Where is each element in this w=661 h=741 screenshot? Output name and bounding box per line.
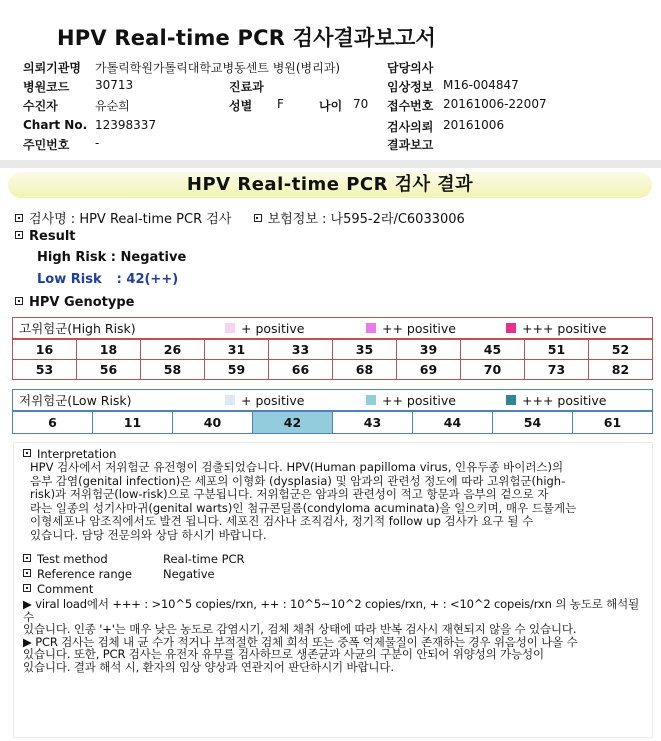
table-row (13, 412, 653, 434)
genotype-cell: 58 (141, 360, 205, 380)
test-name: 검사명 : HPV Real-time PCR 검사 (29, 212, 232, 227)
genotype-cell: 18 (77, 340, 141, 360)
text-line: 이형세포나 암조직에서도 발견 됩니다. 세포진 검사나 조직검사, 정기적 follow up 검사가 요구 될 수 (30, 514, 534, 528)
sex-value: F (277, 97, 284, 111)
swatch-icon (366, 323, 376, 333)
comment-line: ▶ PCR 검사는 검체 내 균 수가 적거나 부적절한 검체 희석 또는 중폭 억제물질이 존재하는 경우 위음성이 나올 수 (23, 634, 578, 649)
request-value: 20161006 (443, 118, 505, 132)
chart-label: Chart No. (23, 118, 88, 132)
age-label: 나이 (319, 99, 343, 113)
checkbox-icon (23, 584, 31, 592)
resident-value: - (95, 136, 100, 150)
comment-row (23, 582, 93, 596)
genotype-cell: 69 (397, 360, 461, 380)
sex-label: 성별 (229, 99, 253, 113)
comment-text (23, 598, 643, 673)
institution-value: 가톨릭학원가톨릭대학교병동센트 병원(병리과) (95, 61, 341, 75)
genotype-cell: 16 (13, 340, 77, 360)
low-risk-table (12, 411, 653, 434)
genotype-cell: 33 (269, 340, 333, 360)
test-info-row (15, 208, 465, 227)
legend-plus (225, 393, 366, 408)
genotype-cell: 39 (397, 340, 461, 360)
low-risk-label: Low Risk (37, 272, 102, 287)
comment-label: Comment (37, 582, 94, 596)
genotype-cell: 68 (333, 360, 397, 380)
comment-line: 있습니다. 인종 '+'는 매우 낮은 농도로 감염시기, 검체 채취 상태에 따라 반복 검사시 재현되지 않을 수 있습니다. (23, 622, 577, 636)
low-risk-legend (12, 389, 653, 411)
text-line: 라는 일종의 성기사마귀(genital warts)인 첨규콘딜롬(condyloma acuminata)을 일으키며, 매우 드물게는 (30, 500, 577, 515)
result-title: Result (29, 229, 76, 244)
reference-value: Negative (163, 567, 215, 581)
text-line: 있습니다. 담당 전문의와 상담 하시기 바랍니다. (30, 527, 267, 542)
genotype-cell: 82 (589, 360, 653, 380)
checkbox-icon (15, 214, 23, 222)
clinical-value: M16-004847 (443, 78, 519, 92)
collector-value: 유순희 (95, 99, 130, 113)
text-line: risk)과 저위험군(low-risk)으로 구분됩니다. 저위험군은 암과의 관련성이 적고 항문과 음부의 겉으로 자 (30, 487, 549, 501)
result-report-label: 결과보고 (387, 138, 434, 152)
collector-label: 수진자 (23, 99, 58, 113)
insurance-info: 보험정보 : 나595-2라/C6033006 (267, 212, 465, 227)
legend-plus2 (366, 321, 506, 336)
genotype-cell: 11 (93, 412, 173, 434)
low-risk-result (37, 272, 178, 287)
hospital-code-value: 30713 (95, 78, 134, 92)
genotype-cell: 66 (269, 360, 333, 380)
genotype-cell: 51 (525, 340, 589, 360)
resident-label: 주민번호 (23, 138, 70, 152)
result-banner (8, 172, 652, 198)
text-line: HPV 검사에서 저위험군 유전형이 검출되었습니다. HPV(Human papilloma virus, 인유두종 바이러스)의 (30, 460, 564, 474)
reference-row (23, 567, 215, 581)
separator-band (0, 160, 661, 168)
banner-title: HPV Real-time PCR 검사 결과 (186, 174, 474, 195)
legend-plus3 (506, 321, 606, 336)
comment-line: 있습니다. 또한, PCR 검사는 유전자 유무를 검사하므로 생존균과 사균의 구분이 안되어 위양성의 가능성이 (23, 647, 544, 661)
checkbox-icon (23, 449, 31, 457)
legend-plus (225, 321, 366, 336)
chart-value: 12398337 (95, 118, 157, 132)
interpretation-text (30, 461, 642, 542)
legend-label: + positive (241, 392, 305, 408)
swatch-icon (225, 323, 235, 333)
checkbox-icon (15, 297, 23, 305)
genotype-cell: 56 (77, 360, 141, 380)
interpretation-title: Interpretation (37, 447, 117, 461)
genotype-cell: 26 (141, 340, 205, 360)
legend-label: +++ positive (522, 392, 607, 408)
receipt-label: 접수번호 (387, 99, 434, 113)
high-risk-table (12, 339, 653, 380)
genotype-cell: 73 (525, 360, 589, 380)
result-heading (15, 229, 76, 244)
genotype-cell: 59 (205, 360, 269, 380)
genotype-cell: 43 (333, 412, 413, 434)
comment-line: ▶ viral load에서 +++ : >10^5 copies/rxn, ++ : 10^5~10^2 copies/rxn, + : <10^2 copeis/rxn 의 농도로 해석될 수 (23, 597, 640, 624)
checkbox-icon (15, 231, 23, 239)
reference-label: Reference range (37, 567, 133, 581)
checkbox-icon (23, 554, 31, 562)
department-label: 진료과 (229, 80, 264, 94)
comment-line: 있습니다. 결과 해석 시, 환자의 임상 양상과 연관지어 판단하시기 바랍니다. (23, 659, 394, 674)
legend-label: +++ positive (522, 320, 607, 336)
test-method-value: Real-time PCR (163, 552, 245, 566)
low-risk-value: : 42(++) (116, 272, 179, 287)
test-method-label: Test method (37, 552, 108, 566)
request-label: 검사의뢰 (387, 120, 434, 134)
interpretation-heading (23, 447, 116, 461)
doctor-label: 담당의사 (387, 61, 434, 75)
swatch-icon (506, 395, 516, 405)
genotype-cell: 40 (173, 412, 253, 434)
genotype-heading (15, 295, 134, 310)
genotype-cell-detected: 42 (253, 412, 333, 434)
genotype-cell: 6 (13, 412, 93, 434)
age-value: 70 (353, 97, 369, 111)
institution-label: 의뢰기관명 (23, 61, 81, 75)
genotype-cell: 45 (461, 340, 525, 360)
receipt-value: 20161006-22007 (443, 97, 547, 111)
low-risk-caption: 저위험군(Low Risk) (19, 393, 132, 408)
test-method-row (23, 552, 245, 566)
legend-label: + positive (241, 320, 305, 336)
legend-plus3 (506, 393, 606, 408)
genotype-cell: 44 (413, 412, 493, 434)
genotype-cell: 31 (205, 340, 269, 360)
checkbox-icon (23, 569, 31, 577)
genotype-cell: 61 (573, 412, 653, 434)
high-risk-result: High Risk : Negative (37, 250, 187, 265)
genotype-cell: 54 (493, 412, 573, 434)
table-row (13, 340, 653, 360)
high-risk-caption: 고위험군(High Risk) (19, 321, 136, 336)
hospital-code-label: 병원코드 (23, 80, 70, 94)
genotype-title: HPV Genotype (29, 295, 135, 310)
genotype-cell: 52 (589, 340, 653, 360)
legend-plus2 (366, 393, 506, 408)
swatch-icon (366, 395, 376, 405)
swatch-icon (225, 395, 235, 405)
high-risk-legend (12, 317, 653, 339)
genotype-cell: 53 (13, 360, 77, 380)
swatch-icon (506, 323, 516, 333)
legend-label: ++ positive (382, 320, 456, 336)
genotype-cell: 35 (333, 340, 397, 360)
checkbox-icon (254, 214, 262, 222)
clinical-label: 임상정보 (387, 80, 434, 94)
text-line: 음부 감염(genital infection)은 세포의 이형화 (dysplasia) 및 암과의 관련성 정도에 따라 고위험군(high- (30, 473, 566, 488)
genotype-cell: 70 (461, 360, 525, 380)
table-row (13, 360, 653, 380)
report-title: HPV Real-time PCR 검사결과보고서 (57, 26, 436, 50)
legend-label: ++ positive (382, 392, 456, 408)
